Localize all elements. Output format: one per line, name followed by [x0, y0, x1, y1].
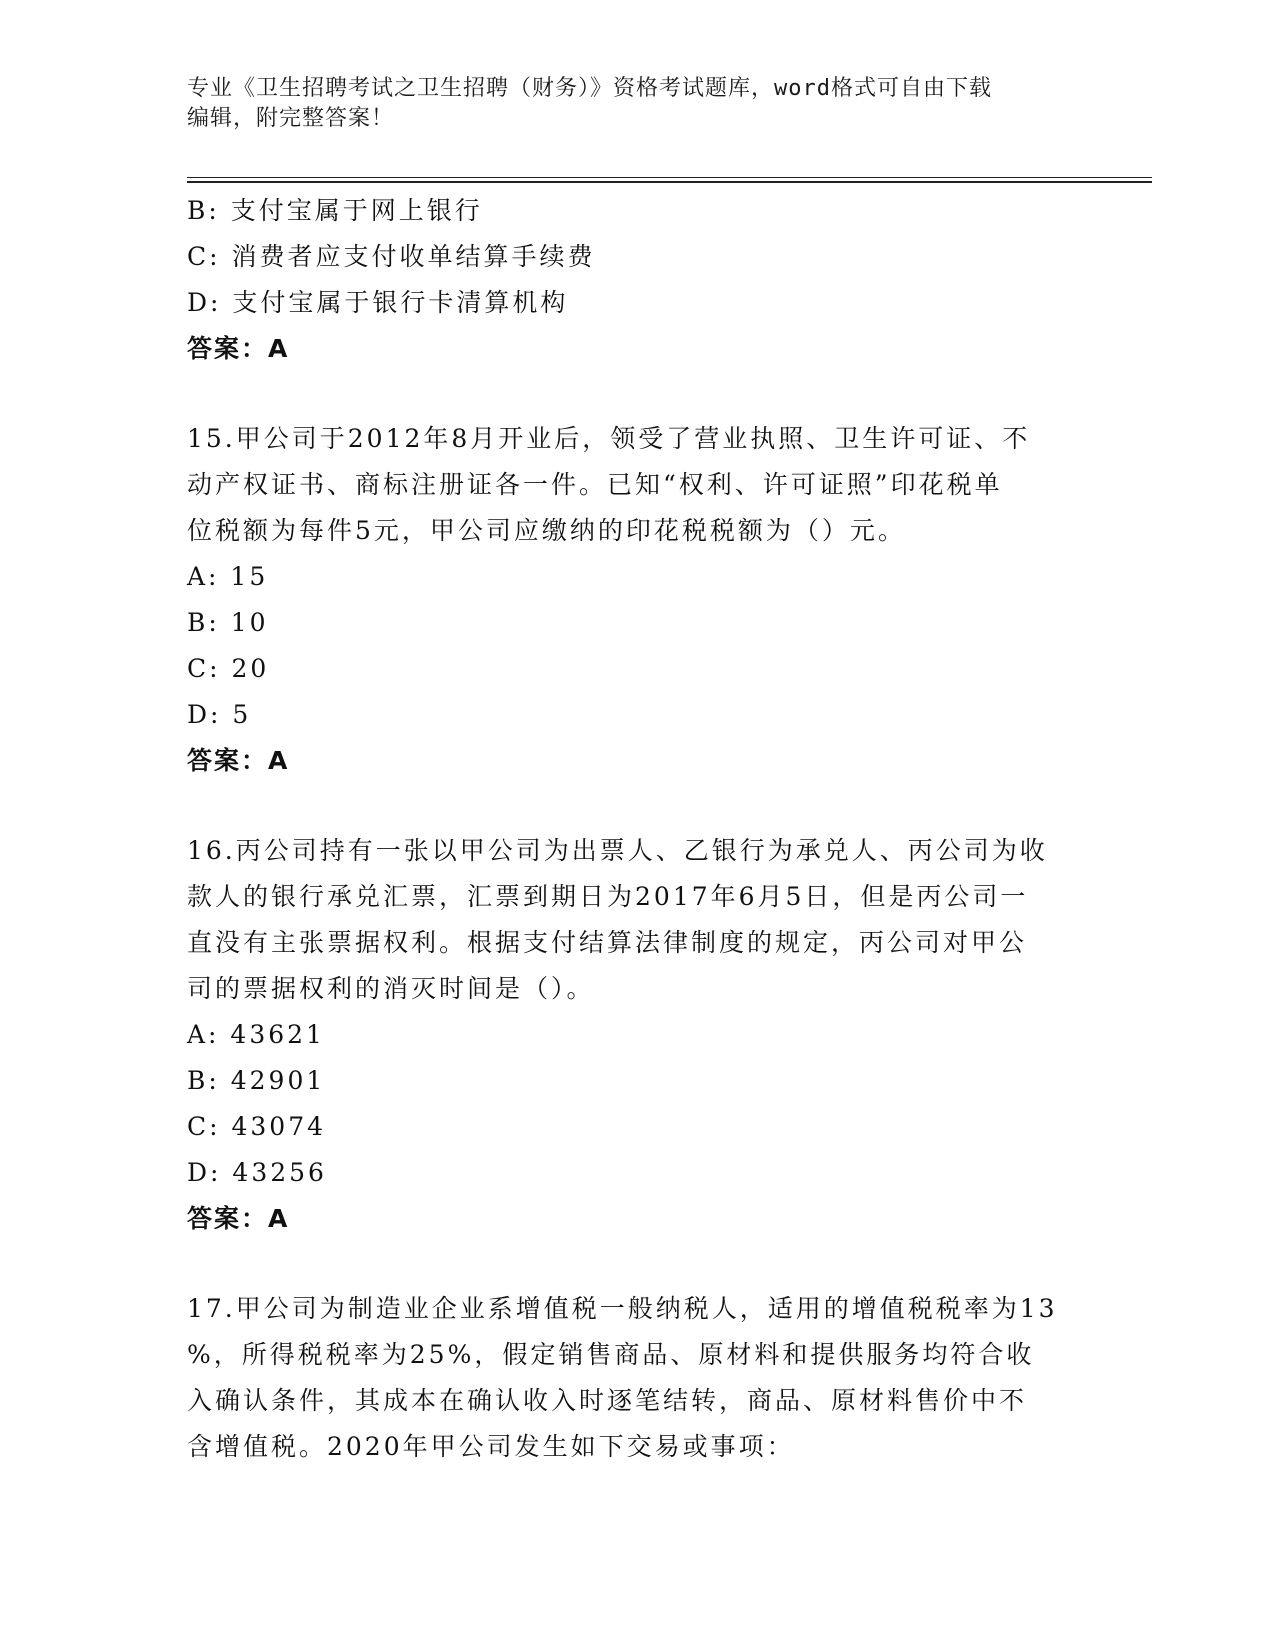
- question-14-tail: [187, 188, 1087, 372]
- question-text-line: 直没有主张票据权利。根据支付结算法律制度的规定，丙公司对甲公: [187, 928, 1028, 957]
- question-text-line: 款人的银行承兑汇票，汇票到期日为2017年6月5日，但是丙公司一: [187, 882, 1029, 911]
- header-line-2: 编辑，附完整答案！: [187, 106, 395, 131]
- question-text-line: 含增值税。2020年甲公司发生如下交易或事项：: [187, 1432, 795, 1461]
- header-line-1: 专业《卫生招聘考试之卫生招聘（财务）》资格考试题库，word格式可自由下载: [187, 76, 992, 101]
- option-b: B: 10: [187, 608, 269, 637]
- option-b: B: 支付宝属于网上银行: [187, 196, 483, 225]
- question-text-line: 15.甲公司于2012年8月开业后，领受了营业执照、卫生许可证、不: [187, 424, 1031, 453]
- option-d: D: 支付宝属于银行卡清算机构: [187, 288, 569, 317]
- option-b: B: 42901: [187, 1066, 326, 1095]
- question-17: [187, 1286, 1087, 1470]
- question-15: [187, 416, 1087, 784]
- question-text-line: 司的票据权利的消灭时间是（）。: [187, 974, 595, 1003]
- document-body: [187, 188, 1087, 1470]
- option-d: D: 43256: [187, 1158, 327, 1187]
- question-16: [187, 828, 1087, 1242]
- question-text-line: 动产权证书、商标注册证各一件。已知“权利、许可证照”印花税单: [187, 470, 1003, 499]
- question-text-line: 入确认条件，其成本在确认收入时逐笔结转，商品、原材料售价中不: [187, 1386, 1028, 1415]
- option-a: A: 43621: [187, 1020, 325, 1049]
- question-text-line: 位税额为每件5元，甲公司应缴纳的印花税税额为（）元。: [187, 516, 906, 545]
- option-c: C: 消费者应支付收单结算手续费: [187, 242, 596, 271]
- option-d: D: 5: [187, 700, 252, 729]
- option-a: A: 15: [187, 562, 269, 591]
- option-c: C: 43074: [187, 1112, 327, 1141]
- question-text-line: 16.丙公司持有一张以甲公司为出票人、乙银行为承兑人、丙公司为收: [187, 836, 1048, 865]
- header-divider: [187, 177, 1152, 183]
- option-c: C: 20: [187, 654, 270, 683]
- question-text-line: %，所得税税率为25%，假定销售商品、原材料和提供服务均符合收: [187, 1340, 1035, 1369]
- answer-line: 答案：A: [187, 746, 290, 775]
- question-text-line: 17.甲公司为制造业企业系增值税一般纳税人，适用的增值税税率为13: [187, 1294, 1058, 1323]
- answer-line: 答案：A: [187, 334, 290, 363]
- page-header: [187, 74, 1067, 134]
- answer-line: 答案：A: [187, 1204, 290, 1233]
